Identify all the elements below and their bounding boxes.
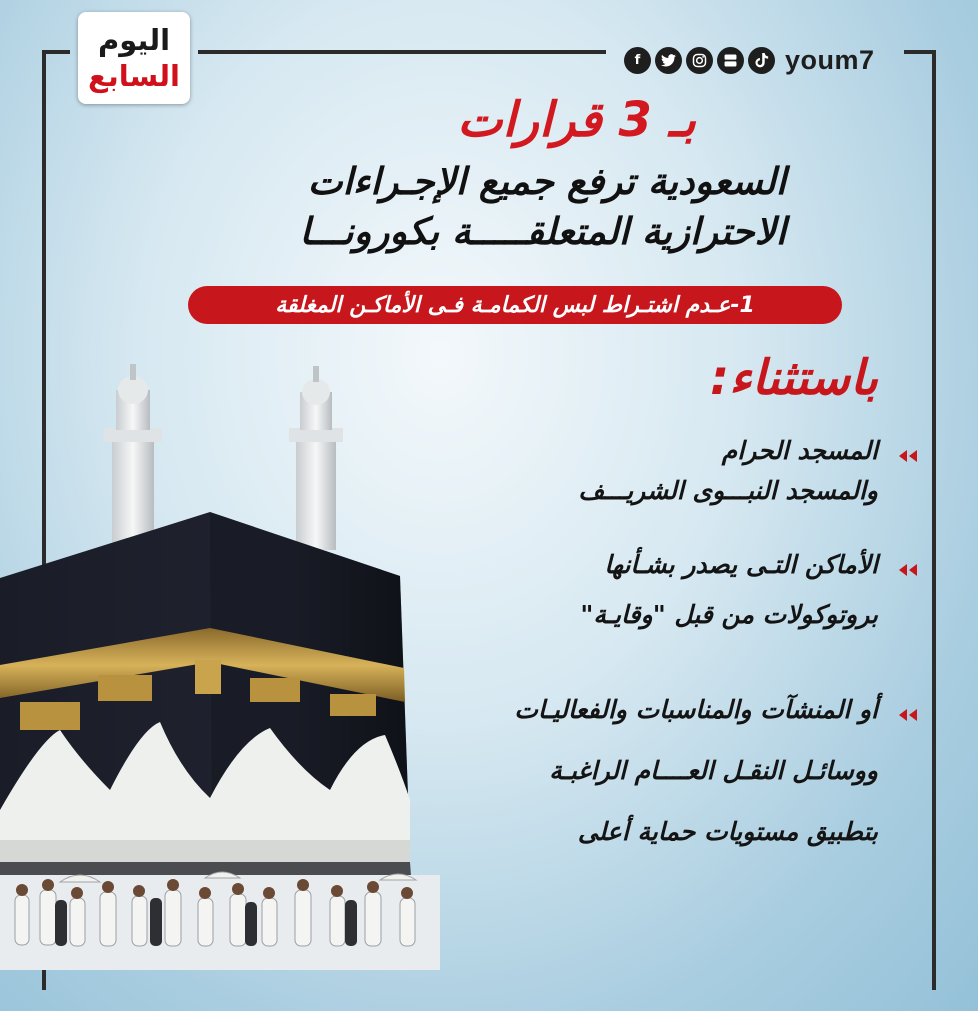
bullet-arrow-icon (896, 707, 920, 723)
logo-line1: اليوم (97, 23, 171, 57)
pilgrims-crowd (0, 872, 440, 970)
exception-3-line-3: بتطبيق مستويات حماية أعلى (577, 817, 878, 846)
exception-1-line-1: المسجد الحرام (721, 436, 878, 465)
brand-name: youm7 (785, 44, 875, 75)
frame-top-left-border (42, 50, 70, 54)
exception-3-line-2: ووسائـل النقـل العــــام الراغبـة (549, 756, 878, 785)
bullet-arrow-icon (896, 562, 920, 578)
exception-3-line-1: أو المنشآت والمناسبات والفعاليـات (514, 695, 878, 724)
headline: بـ 3 قرارات (457, 92, 696, 148)
instagram-icon[interactable] (686, 47, 713, 74)
frame-right-border (932, 50, 936, 990)
social-bar (614, 44, 885, 76)
youtube-icon[interactable] (717, 47, 744, 74)
logo-line2: السابع (88, 59, 180, 93)
tiktok-icon[interactable] (748, 47, 775, 74)
frame-top-middle-border (198, 50, 606, 54)
exception-1-line-2: والمسجد النبـــوى الشريـــف (578, 476, 878, 505)
exception-2-line-1: الأماكن التـى يصدر بشـأنها (604, 550, 878, 579)
youm7-logo (78, 12, 190, 104)
bullet-arrow-icon (896, 448, 920, 464)
exception-2-line-2: بروتوكولات من قبل "وقايـة" (580, 600, 878, 629)
decision-text: 1-عـدم اشتـراط لبس الكمامـة فـى الأماكـن المغلقة (275, 292, 755, 318)
exceptions-heading: باستثناء: (709, 350, 878, 406)
subheadline-line1: السعودية ترفع جميع الإجـراءات (307, 160, 786, 203)
facebook-icon[interactable]: f (624, 47, 651, 74)
minaret-right (289, 366, 343, 550)
twitter-icon[interactable] (655, 47, 682, 74)
subheadline-line2: الاحترازية المتعلقـــــة بكورونـــا (299, 210, 786, 253)
kaaba-illustration (0, 350, 440, 970)
decision-banner (188, 286, 842, 324)
minaret-left (104, 364, 162, 550)
